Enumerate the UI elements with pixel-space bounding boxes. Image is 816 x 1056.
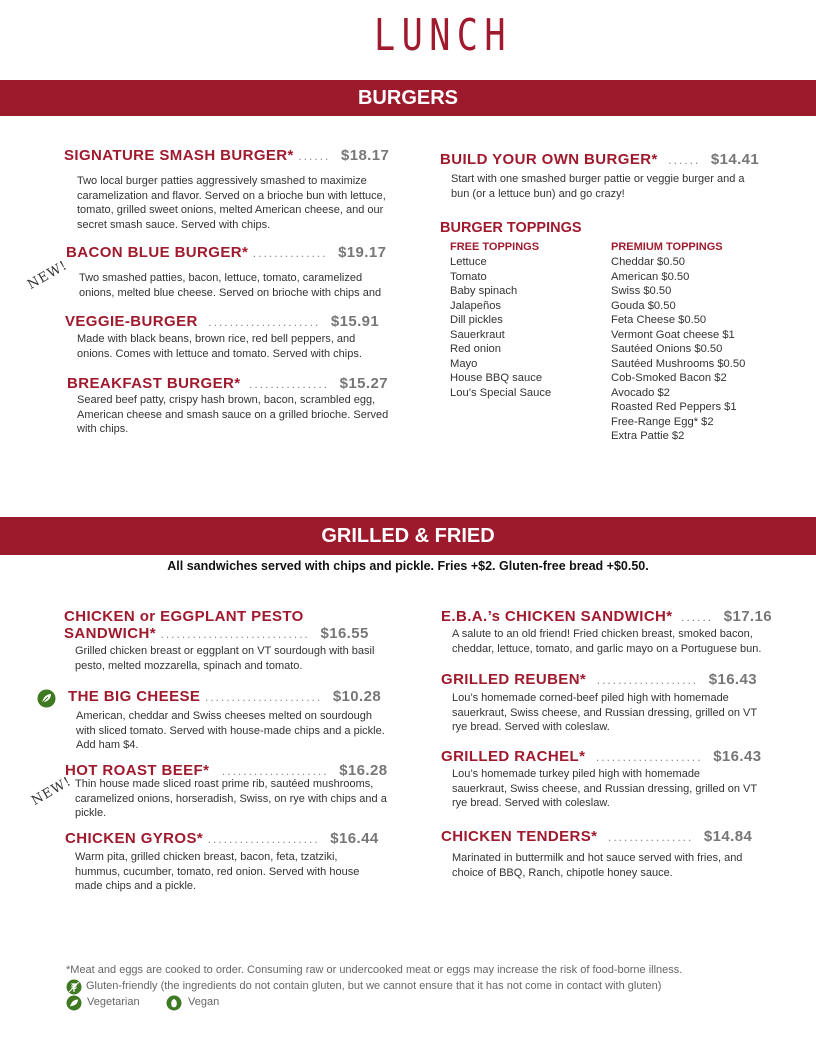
- item-dots: ..............: [252, 246, 328, 260]
- item-description: American, cheddar and Swiss cheeses melted on sourdough with sliced tomato. Served with house-made chips and a pickle. Add ham $4.: [76, 710, 385, 751]
- item-description: Warm pita, grilled chicken breast, bacon, feta, tzatziki, hummus, cucumber, tomato, red onion. Served with house made chips and a pickle.: [75, 851, 360, 892]
- menu-item-title: [441, 748, 761, 765]
- vegetarian-marker: [37, 689, 56, 713]
- topping-item: Feta Cheese $0.50: [611, 314, 707, 326]
- item-name: GRILLED RACHEL*: [441, 748, 586, 765]
- item-description: Thin house made sliced roast prime rib, sautéed mushrooms, caramelized onions, horseradish, Swiss, on rye with chips and a pickle.: [75, 778, 387, 819]
- item-name-line1: CHICKEN or EGGPLANT PESTO: [64, 608, 304, 625]
- item-dots: ............................: [160, 627, 310, 641]
- item-name: SANDWICH*: [64, 625, 156, 642]
- topping-item: Vermont Goat cheese $1: [611, 328, 735, 341]
- topping-item: Sautéed Mushrooms $0.50: [611, 357, 746, 370]
- new-badge: NEW!: [25, 258, 71, 293]
- new-badge: NEW!: [29, 774, 75, 809]
- item-name: E.B.A.’s CHICKEN SANDWICH*: [441, 608, 673, 625]
- item-price: $15.91: [330, 313, 380, 330]
- menu-item-title: [65, 830, 379, 847]
- topping-item: Gouda $0.50: [611, 299, 676, 312]
- menu-item-title: [441, 608, 772, 625]
- menu-item-title: [441, 671, 757, 688]
- menu-item-title: [65, 313, 379, 330]
- menu-item-title: [67, 375, 388, 392]
- item-dots: ...............: [249, 377, 330, 391]
- vegetarian-legend-marker: [66, 995, 82, 1016]
- item-price: $16.43: [708, 671, 757, 688]
- topping-item: Red onion: [450, 343, 502, 355]
- item-name: VEGGIE-BURGER: [65, 313, 198, 330]
- burgers-section-header: [0, 80, 816, 116]
- item-description: Lou’s homemade turkey piled high with homemade sauerkraut, Swiss cheese, and Russian dressing, grilled on VT rye bread. Served with coleslaw.: [452, 768, 757, 809]
- topping-item: House BBQ sauce: [450, 372, 543, 384]
- item-description: Made with black beans, brown rice, red bell peppers, and onions. Comes with lettuce and tomato. Served with chips.: [77, 333, 362, 360]
- item-price: $14.41: [710, 151, 760, 168]
- topping-item: Extra Pattie $2: [611, 430, 685, 442]
- topping-item: Jalapeños: [450, 299, 502, 312]
- topping-item: Swiss $0.50: [611, 285, 672, 297]
- item-price: $15.27: [339, 375, 388, 392]
- item-name: THE BIG CHEESE: [68, 688, 201, 705]
- premium-toppings-heading: PREMIUM TOPPINGS: [611, 241, 723, 253]
- burgers-heading: BURGERS: [357, 87, 458, 109]
- item-dots: ......: [668, 153, 701, 167]
- item-dots: .....................: [207, 832, 320, 846]
- menu-item-title: [440, 151, 759, 168]
- leaf-icon: [37, 689, 56, 708]
- gluten-friendly-note: Gluten-friendly (the ingredients do not contain gluten, but we cannot ensure that it has not come in contact with gluten): [86, 980, 662, 992]
- item-description: Two local burger patties aggressively smashed to maximize caramelization and flavor. Served on a brioche bun with lettuce, tomato, grilled sweet onions, melted American cheese, and our secret smash sauce. Served with chips.: [77, 175, 386, 231]
- grilled-heading: GRILLED & FRIED: [321, 525, 495, 547]
- item-dots: ......: [298, 149, 331, 163]
- leaf-icon: [66, 995, 82, 1011]
- disclaimer: *Meat and eggs are cooked to order. Consuming raw or undercooked meat or eggs may increase the risk of food-borne illness.: [66, 964, 683, 976]
- vegan-legend-marker: [166, 995, 182, 1016]
- topping-item: Free-Range Egg* $2: [611, 415, 714, 428]
- topping-item: Avocado $2: [611, 386, 670, 399]
- page-title: LUNCH: [374, 10, 512, 61]
- item-name: GRILLED REUBEN*: [441, 671, 587, 688]
- menu-item-title: [441, 828, 752, 845]
- item-description: Two smashed patties, bacon, lettuce, tomato, caramelized onions, melted blue cheese. Served on brioche with chips and: [79, 272, 382, 299]
- topping-item: Tomato: [450, 270, 487, 283]
- wheat-icon: [66, 979, 82, 995]
- menu-item-title: [64, 625, 369, 642]
- topping-item: Lou’s Special Sauce: [450, 386, 552, 399]
- item-dots: .....................: [208, 315, 321, 329]
- item-price: $16.44: [330, 830, 379, 847]
- topping-item: Dill pickles: [450, 314, 503, 326]
- grilled-section-header: [0, 517, 816, 555]
- topping-item: Sauerkraut: [450, 328, 505, 341]
- premium-toppings-list: [611, 255, 801, 444]
- item-name: BUILD YOUR OWN BURGER*: [440, 151, 658, 168]
- topping-item: Baby spinach: [450, 285, 518, 297]
- item-price: $16.55: [320, 625, 369, 642]
- item-name: HOT ROAST BEEF*: [65, 762, 210, 779]
- topping-item: Sautéed Onions $0.50: [611, 343, 723, 355]
- menu-item-title: [66, 244, 386, 261]
- item-name: CHICKEN TENDERS*: [441, 828, 598, 845]
- topping-item: Mayo: [450, 357, 478, 370]
- sandwich-note: All sandwiches served with chips and pickle. Fries +$2. Gluten-free bread +$0.50.: [167, 559, 649, 573]
- item-description: Marinated in buttermilk and hot sauce served with fries, and choice of BBQ, Ranch, chipotle honey sauce.: [452, 852, 743, 879]
- item-description: Start with one smashed burger pattie or veggie burger and a bun (or a lettuce bun) and go crazy!: [451, 173, 745, 200]
- vegan-label: Vegan: [188, 996, 220, 1008]
- item-price: $17.16: [723, 608, 772, 625]
- item-description: Seared beef patty, crispy hash brown, bacon, scrambled egg, American cheese and smash sauce on a grilled brioche. Served with chips.: [77, 394, 389, 435]
- item-price: $16.28: [339, 762, 388, 779]
- topping-item: Cob-Smoked Bacon $2: [611, 372, 727, 384]
- vegetarian-label: Vegetarian: [87, 996, 140, 1008]
- item-description: A salute to an old friend! Fried chicken breast, smoked bacon, cheddar, lettuce, tomato, and garlic mayo on a Portuguese bun.: [452, 628, 762, 655]
- item-dots: ....................: [595, 750, 703, 764]
- item-description: Lou’s homemade corned-beef piled high with homemade sauerkraut, Swiss cheese, and Russian dressing, grilled on VT rye bread. Served with coleslaw.: [452, 692, 757, 733]
- topping-item: Lettuce: [450, 256, 487, 268]
- item-dots: ......................: [204, 690, 323, 704]
- menu-item-title: [68, 688, 381, 705]
- topping-item: Cheddar $0.50: [611, 256, 686, 268]
- item-dots: ................: [608, 830, 694, 844]
- item-dots: ......: [681, 610, 714, 624]
- topping-item: American $0.50: [611, 270, 690, 283]
- vegan-leaf-icon: [166, 995, 182, 1011]
- item-name: BREAKFAST BURGER*: [67, 375, 241, 392]
- item-name: SIGNATURE SMASH BURGER*: [64, 147, 294, 164]
- free-toppings-heading: FREE TOPPINGS: [450, 241, 540, 253]
- item-name: CHICKEN GYROS*: [65, 830, 204, 847]
- free-toppings-list: [450, 255, 600, 400]
- menu-item-title: [64, 147, 389, 164]
- item-name: BACON BLUE BURGER*: [66, 244, 249, 261]
- topping-item: Roasted Red Peppers $1: [611, 401, 737, 413]
- item-price: $16.43: [713, 748, 762, 765]
- item-price: $10.28: [332, 688, 382, 705]
- item-price: $19.17: [338, 244, 387, 261]
- item-price: $18.17: [340, 147, 390, 164]
- item-description: Grilled chicken breast or eggplant on VT sourdough with basil pesto, melted mozzarella, spinach and tomato.: [75, 645, 375, 672]
- item-price: $14.84: [703, 828, 753, 845]
- toppings-heading: BURGER TOPPINGS: [440, 220, 582, 236]
- item-dots: ...................: [596, 673, 699, 687]
- item-dots: ....................: [221, 764, 329, 778]
